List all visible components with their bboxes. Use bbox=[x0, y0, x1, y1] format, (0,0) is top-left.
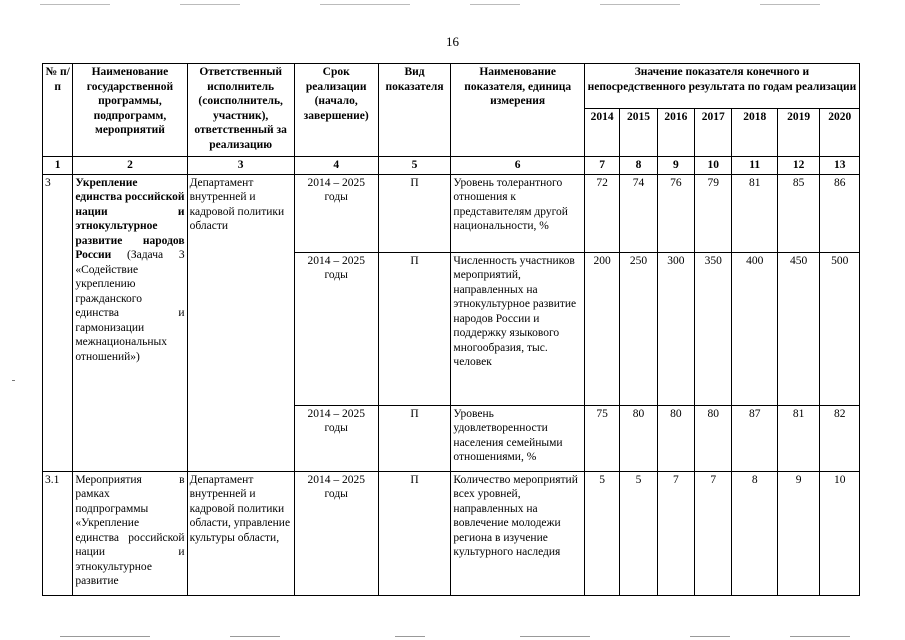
column-number: 2 bbox=[73, 157, 187, 175]
value-cell: 500 bbox=[820, 252, 860, 405]
column-number: 10 bbox=[695, 157, 732, 175]
indicator-name: Численность участников мероприятий, направленных на этнокультурное развитие народов России и поддержку языкового многообразия, тыс. человек bbox=[451, 252, 584, 405]
column-number: 12 bbox=[777, 157, 819, 175]
value-cell: 5 bbox=[620, 471, 657, 595]
value-cell: 81 bbox=[732, 174, 777, 252]
task-name: Мероприятия в рамках подпрограммы «Укрепление единства российской нации и этнокультурное развитие bbox=[73, 471, 187, 595]
task-name bbox=[73, 174, 187, 471]
value-cell: 300 bbox=[657, 252, 694, 405]
value-cell: 86 bbox=[820, 174, 860, 252]
value-cell: 87 bbox=[732, 405, 777, 471]
header-num: № п/п bbox=[43, 64, 73, 157]
column-number: 3 bbox=[187, 157, 294, 175]
header-year: 2020 bbox=[820, 109, 860, 157]
column-number: 1 bbox=[43, 157, 73, 175]
term-cell: 2014 – 2025 годы bbox=[294, 174, 378, 252]
header-term: Срок реализации (начало, завершение) bbox=[294, 64, 378, 157]
indicator-name: Уровень удовлетворенности населения семейными отношениями, % bbox=[451, 405, 584, 471]
row-num: 3.1 bbox=[43, 471, 73, 595]
column-number-row bbox=[43, 157, 860, 175]
header-name: Наименование государственной программы, подпрограмм, мероприятий bbox=[73, 64, 187, 157]
responsible-executor: Департамент внутренней и кадровой политики области bbox=[187, 174, 294, 471]
indicator-name: Уровень толерантного отношения к представителям другой национальности, % bbox=[451, 174, 584, 252]
bottom-scan-marks bbox=[0, 636, 905, 638]
term-cell: 2014 – 2025 годы bbox=[294, 405, 378, 471]
task-description: (Задача 3 «Содействие укреплению гражданского единства и гармонизации межнациональных отношений») bbox=[75, 249, 185, 363]
page-number: 16 bbox=[446, 34, 459, 49]
value-cell: 350 bbox=[695, 252, 732, 405]
value-cell: 76 bbox=[657, 174, 694, 252]
column-number: 9 bbox=[657, 157, 694, 175]
value-cell: 81 bbox=[777, 405, 819, 471]
table-row bbox=[43, 471, 860, 595]
value-cell: 8 bbox=[732, 471, 777, 595]
indicator-name: Количество мероприятий всех уровней, направленных на вовлечение молодежи региона в изучение культурного наследия bbox=[451, 471, 584, 595]
indicator-kind: П bbox=[378, 471, 451, 595]
value-cell: 74 bbox=[620, 174, 657, 252]
responsible-executor: Департамент внутренней и кадровой политики области, управление культуры области, bbox=[187, 471, 294, 595]
value-cell: 450 bbox=[777, 252, 819, 405]
value-cell: 250 bbox=[620, 252, 657, 405]
column-number: 6 bbox=[451, 157, 584, 175]
column-number: 13 bbox=[820, 157, 860, 175]
value-cell: 7 bbox=[695, 471, 732, 595]
value-cell: 9 bbox=[777, 471, 819, 595]
header-year: 2016 bbox=[657, 109, 694, 157]
value-cell: 5 bbox=[584, 471, 619, 595]
table-row bbox=[43, 174, 860, 252]
column-number: 4 bbox=[294, 157, 378, 175]
value-cell: 200 bbox=[584, 252, 619, 405]
value-cell: 72 bbox=[584, 174, 619, 252]
value-cell: 85 bbox=[777, 174, 819, 252]
term-cell: 2014 – 2025 годы bbox=[294, 471, 378, 595]
value-cell: 7 bbox=[657, 471, 694, 595]
value-cell: 82 bbox=[820, 405, 860, 471]
top-scan-marks bbox=[0, 4, 905, 6]
term-cell: 2014 – 2025 годы bbox=[294, 252, 378, 405]
header-year: 2019 bbox=[777, 109, 819, 157]
header-year: 2015 bbox=[620, 109, 657, 157]
row-num: 3 bbox=[43, 174, 73, 471]
header-year: 2017 bbox=[695, 109, 732, 157]
header-indicator: Наименование показателя, единица измерения bbox=[451, 64, 584, 157]
value-cell: 80 bbox=[620, 405, 657, 471]
value-cell: 75 bbox=[584, 405, 619, 471]
column-number: 11 bbox=[732, 157, 777, 175]
header-year: 2018 bbox=[732, 109, 777, 157]
column-number: 8 bbox=[620, 157, 657, 175]
value-cell: 400 bbox=[732, 252, 777, 405]
value-cell: 80 bbox=[657, 405, 694, 471]
task-title: Укрепление единства российской нации и этнокультурное развитие народов России bbox=[75, 176, 185, 261]
column-number: 5 bbox=[378, 157, 451, 175]
header-kind: Вид показателя bbox=[378, 64, 451, 157]
program-indicators-table bbox=[42, 63, 860, 596]
header-values-group: Значение показателя конечного и непосредственного результата по годам реализации bbox=[584, 64, 859, 109]
value-cell: 79 bbox=[695, 174, 732, 252]
header-year: 2014 bbox=[584, 109, 619, 157]
value-cell: 80 bbox=[695, 405, 732, 471]
header-responsible: Ответственный исполнитель (соисполнитель, участник), ответственный за реализацию bbox=[187, 64, 294, 157]
column-number: 7 bbox=[584, 157, 619, 175]
margin-mark bbox=[12, 380, 15, 381]
indicator-kind: П bbox=[378, 252, 451, 405]
indicator-kind: П bbox=[378, 174, 451, 252]
value-cell: 10 bbox=[820, 471, 860, 595]
header-row-top bbox=[43, 64, 860, 109]
indicator-kind: П bbox=[378, 405, 451, 471]
